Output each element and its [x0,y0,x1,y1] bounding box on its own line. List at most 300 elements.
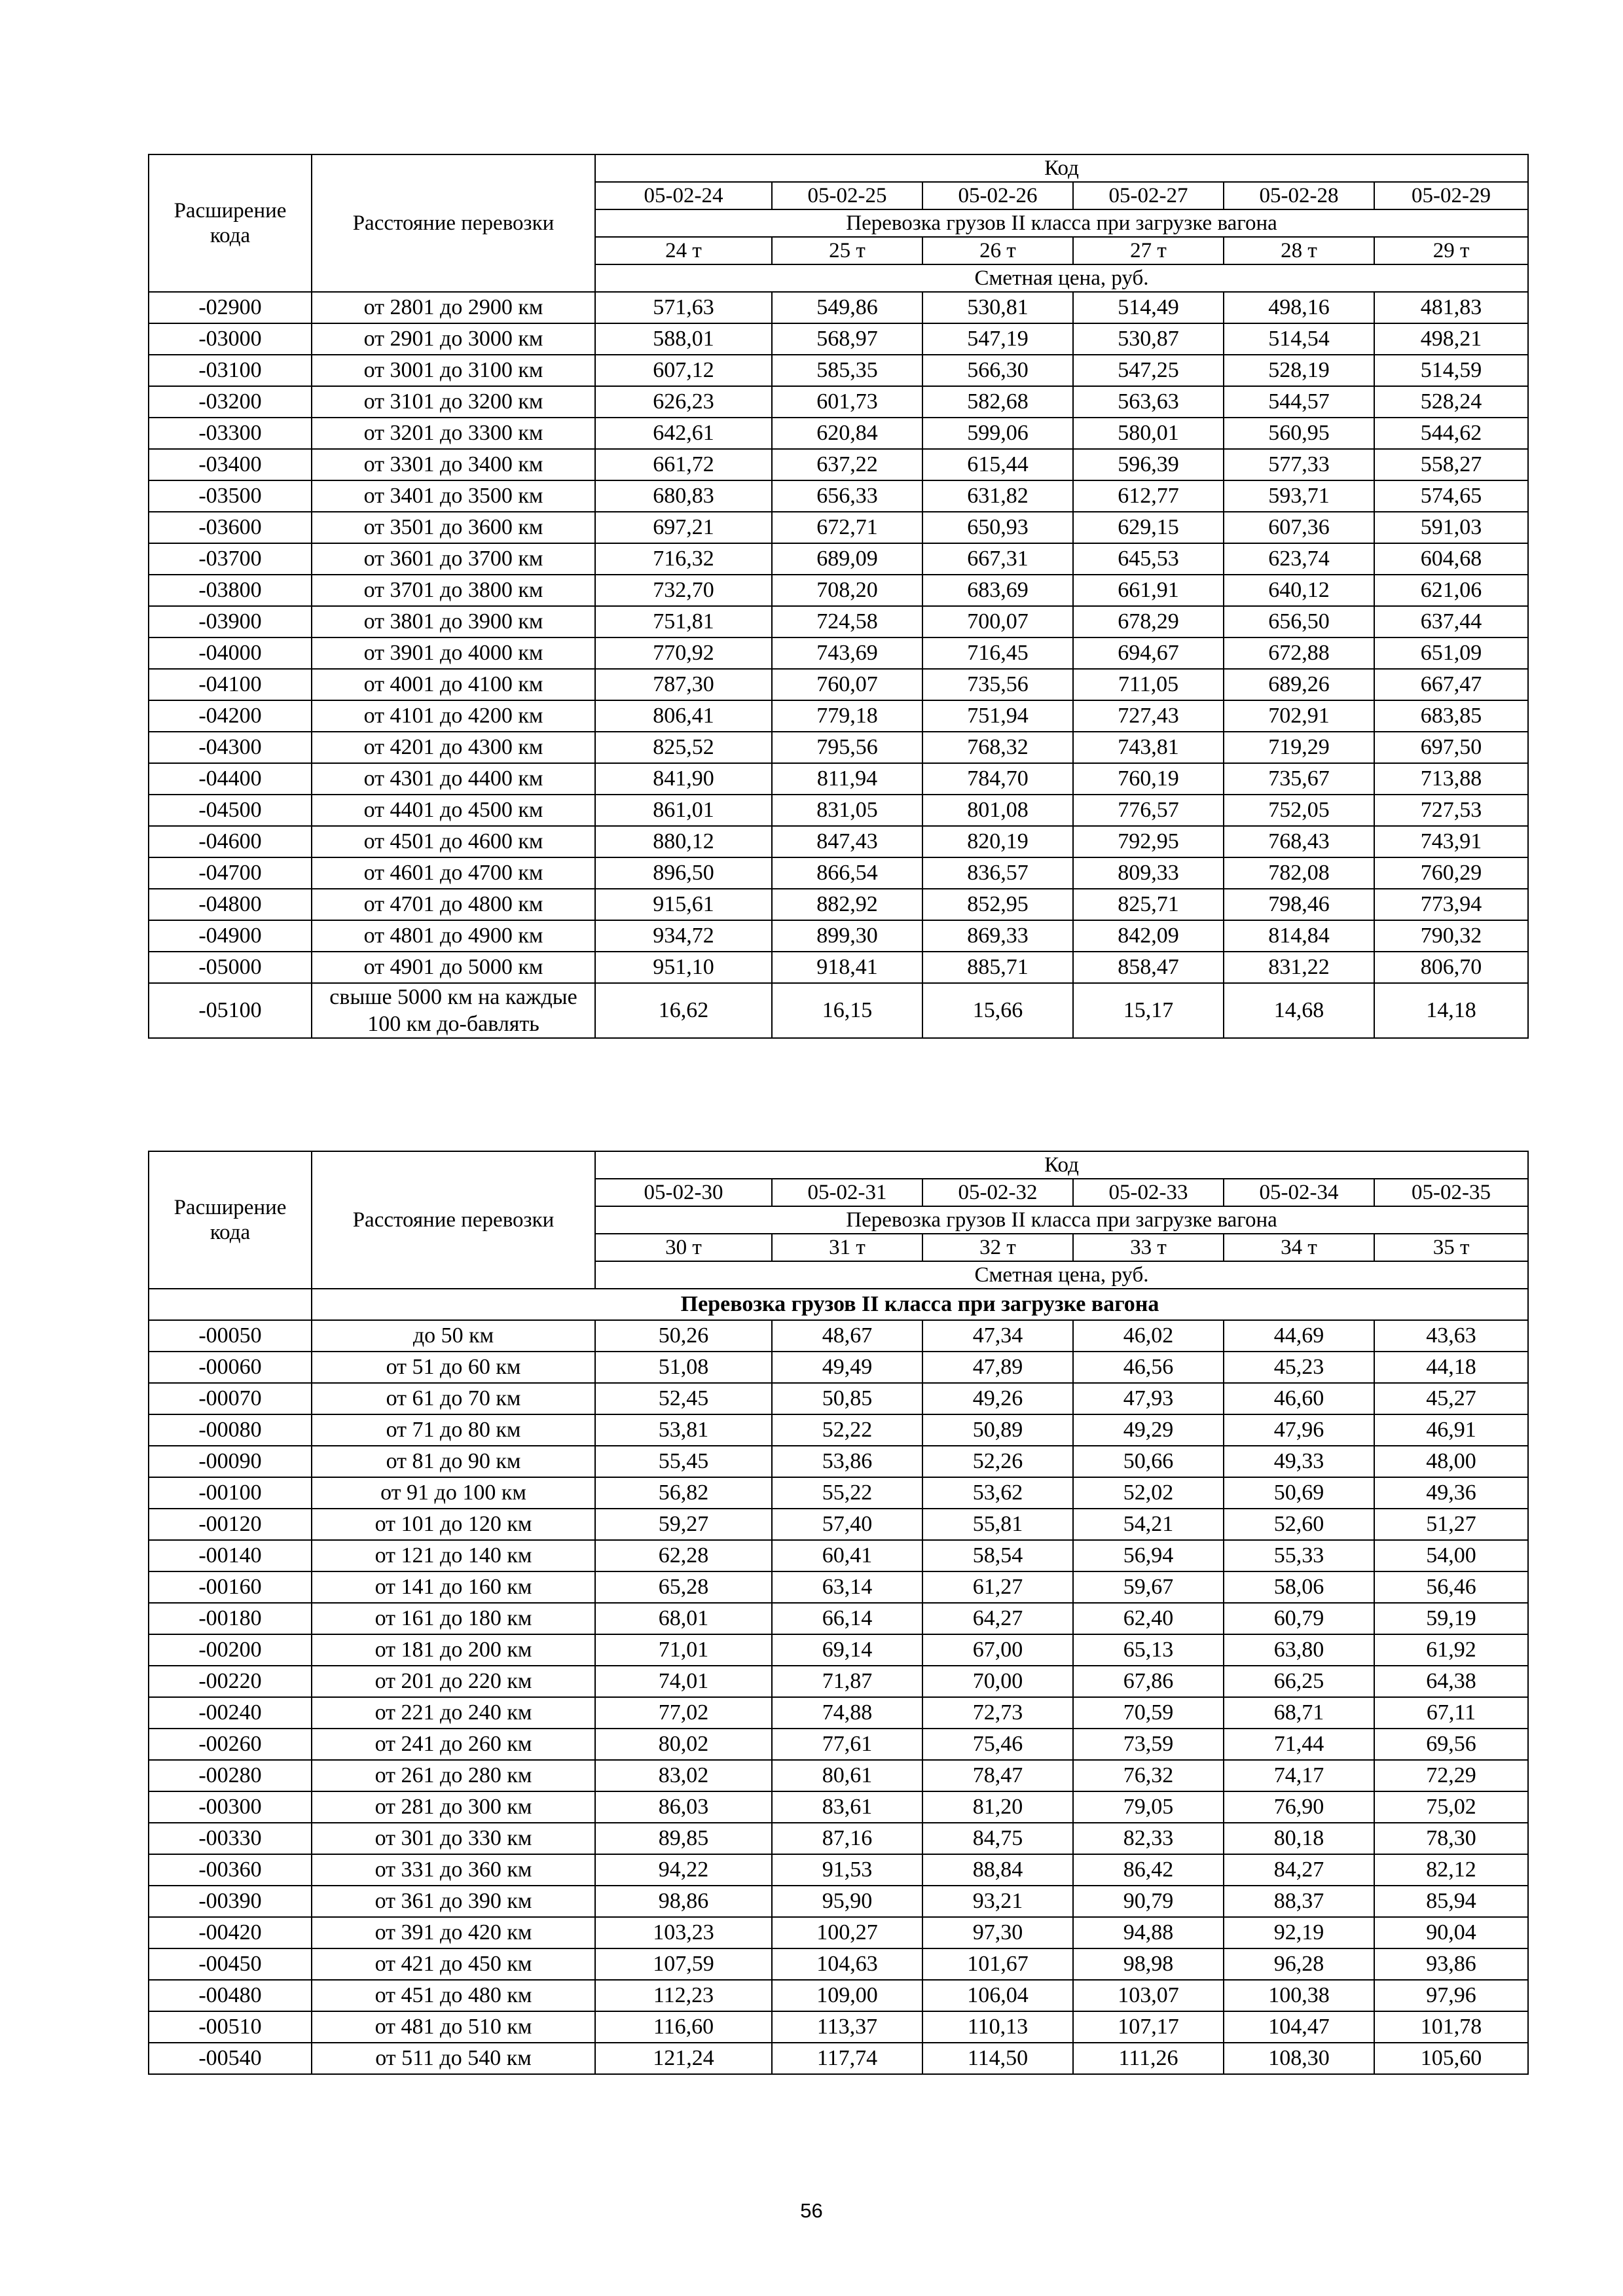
price-cell: 811,94 [772,763,922,795]
price-cell: 588,01 [595,323,772,355]
table-row [149,1697,1528,1729]
price-cell: 607,12 [595,355,772,386]
price-cell: 661,72 [595,449,772,480]
price-cell: 716,32 [595,543,772,575]
table-row [149,292,1528,323]
code-extension-cell: -04600 [149,826,312,857]
price-cell: 727,43 [1073,700,1224,732]
price-cell: 528,19 [1224,355,1374,386]
distance-cell: от 51 до 60 км [312,1352,595,1383]
code-cell: 05-02-34 [1224,1179,1374,1206]
price-cell: 16,15 [772,983,922,1038]
price-cell: 825,52 [595,732,772,763]
price-cell: 107,59 [595,1948,772,1980]
table-row [149,512,1528,543]
price-cell: 83,61 [772,1791,922,1823]
table-row [149,637,1528,669]
price-cell: 899,30 [772,920,922,952]
table-row [149,1791,1528,1823]
price-cell: 792,95 [1073,826,1224,857]
price-cell: 591,03 [1374,512,1528,543]
distance-cell: от 121 до 140 км [312,1540,595,1571]
price-cell: 80,02 [595,1729,772,1760]
price-cell: 47,96 [1224,1414,1374,1446]
price-cell: 45,27 [1374,1383,1528,1414]
price-cell: 806,41 [595,700,772,732]
code-cell: 05-02-29 [1374,182,1528,209]
price-cell: 101,78 [1374,2011,1528,2043]
table-row [149,983,1528,1038]
price-cell: 640,12 [1224,575,1374,606]
price-cell: 599,06 [922,418,1073,449]
price-cell: 55,81 [922,1509,1073,1540]
price-cell: 880,12 [595,826,772,857]
table-body [149,292,1528,1038]
price-cell: 121,24 [595,2043,772,2074]
price-cell: 577,33 [1224,449,1374,480]
price-cell: 43,63 [1374,1320,1528,1352]
table-row [149,700,1528,732]
table-row [149,1823,1528,1854]
price-cell: 67,11 [1374,1697,1528,1729]
table-row [149,732,1528,763]
price-cell: 645,53 [1073,543,1224,575]
kod-header: Код [595,154,1528,182]
price-cell: 63,80 [1224,1634,1374,1666]
price-cell: 57,40 [772,1509,922,1540]
price-cell: 760,07 [772,669,922,700]
price-cell: 82,12 [1374,1854,1528,1886]
distance-cell: от 4401 до 4500 км [312,795,595,826]
price-cell: 93,21 [922,1886,1073,1917]
price-cell: 62,40 [1073,1603,1224,1634]
code-extension-cell: -04200 [149,700,312,732]
price-cell: 86,03 [595,1791,772,1823]
price-cell: 46,02 [1073,1320,1224,1352]
price-cell: 64,38 [1374,1666,1528,1697]
code-extension-cell: -05100 [149,983,312,1038]
table-row [149,1886,1528,1917]
distance-cell: от 61 до 70 км [312,1383,595,1414]
code-extension-cell: -04300 [149,732,312,763]
price-cell: 72,73 [922,1697,1073,1729]
price-cell: 637,44 [1374,606,1528,637]
table-row [149,1571,1528,1603]
price-cell: 76,32 [1073,1760,1224,1791]
distance-cell: от 2901 до 3000 км [312,323,595,355]
distance-cell: от 3301 до 3400 км [312,449,595,480]
price-cell: 113,37 [772,2011,922,2043]
distance-cell: от 3601 до 3700 км [312,543,595,575]
price-cell: 798,46 [1224,889,1374,920]
price-cell: 61,27 [922,1571,1073,1603]
price-cell: 809,33 [1073,857,1224,889]
price-cell: 689,26 [1224,669,1374,700]
distance-cell: от 101 до 120 км [312,1509,595,1540]
price-cell: 46,91 [1374,1414,1528,1446]
distance-cell: от 241 до 260 км [312,1729,595,1760]
table-row [149,480,1528,512]
price-cell: 563,63 [1073,386,1224,418]
price-cell: 779,18 [772,700,922,732]
price-cell: 574,65 [1374,480,1528,512]
table-row [149,826,1528,857]
price-cell: 111,26 [1073,2043,1224,2074]
price-cell: 50,85 [772,1383,922,1414]
table-row [149,1414,1528,1446]
distance-cell: от 4901 до 5000 км [312,952,595,983]
code-extension-cell: -00480 [149,1980,312,2011]
code-extension-cell: -00120 [149,1509,312,1540]
price-cell: 528,24 [1374,386,1528,418]
price-cell: 667,31 [922,543,1073,575]
price-cell: 852,95 [922,889,1073,920]
price-cell: 116,60 [595,2011,772,2043]
price-cell: 47,34 [922,1320,1073,1352]
price-cell: 79,05 [1073,1791,1224,1823]
price-cell: 62,28 [595,1540,772,1571]
price-cell: 56,46 [1374,1571,1528,1603]
code-extension-cell: -03300 [149,418,312,449]
distance-cell: от 181 до 200 км [312,1634,595,1666]
code-cell: 05-02-30 [595,1179,772,1206]
distance-cell: от 481 до 510 км [312,2011,595,2043]
price-cell: 107,17 [1073,2011,1224,2043]
distance-header: Расстояние перевозки [312,1151,595,1289]
price-cell: 50,66 [1073,1446,1224,1477]
tonnage-cell: 28 т [1224,237,1374,264]
price-cell: 544,57 [1224,386,1374,418]
code-extension-cell: -03900 [149,606,312,637]
price-cell: 661,91 [1073,575,1224,606]
price-cell: 612,77 [1073,480,1224,512]
price-cell: 82,33 [1073,1823,1224,1854]
price-cell: 743,69 [772,637,922,669]
code-extension-cell: -04100 [149,669,312,700]
distance-cell: свыше 5000 км на каждые 100 км до-бавлять [312,983,595,1038]
code-extension-cell: -04500 [149,795,312,826]
tonnage-cell: 34 т [1224,1234,1374,1261]
table-row [149,857,1528,889]
price-cell: 689,09 [772,543,922,575]
distance-cell: от 4301 до 4400 км [312,763,595,795]
table-row [149,355,1528,386]
price-cell: 841,90 [595,763,772,795]
price-cell: 90,04 [1374,1917,1528,1948]
price-cell: 108,30 [1224,2043,1374,2074]
price-cell: 607,36 [1224,512,1374,543]
table-row [149,1320,1528,1352]
price-cell: 52,45 [595,1383,772,1414]
ext-header: Расширение кода [149,154,312,292]
price-cell: 94,22 [595,1854,772,1886]
price-cell: 60,79 [1224,1603,1374,1634]
price-cell: 80,61 [772,1760,922,1791]
price-cell: 773,94 [1374,889,1528,920]
price-cell: 752,05 [1224,795,1374,826]
price-cell: 896,50 [595,857,772,889]
price-cell: 61,92 [1374,1634,1528,1666]
code-extension-cell: -00540 [149,2043,312,2074]
price-cell: 56,82 [595,1477,772,1509]
distance-cell: от 301 до 330 км [312,1823,595,1854]
price-cell: 585,35 [772,355,922,386]
price-cell: 604,68 [1374,543,1528,575]
price-cell: 751,81 [595,606,772,637]
code-extension-cell: -00180 [149,1603,312,1634]
code-extension-cell: -04700 [149,857,312,889]
distance-cell: от 81 до 90 км [312,1446,595,1477]
price-cell: 84,75 [922,1823,1073,1854]
distance-cell: от 3801 до 3900 км [312,606,595,637]
code-extension-cell: -03400 [149,449,312,480]
price-cell: 918,41 [772,952,922,983]
price-cell: 77,02 [595,1697,772,1729]
price-cell: 51,08 [595,1352,772,1383]
price-cell: 53,86 [772,1446,922,1477]
price-cell: 15,17 [1073,983,1224,1038]
table-row [149,1352,1528,1383]
code-extension-cell: -00330 [149,1823,312,1854]
price-cell: 110,13 [922,2011,1073,2043]
cargo-header: Перевозка грузов II класса при загрузке вагона [595,1206,1528,1234]
price-cell: 530,87 [1073,323,1224,355]
code-extension-cell: -00160 [149,1571,312,1603]
table-row [149,2011,1528,2043]
page-number: 56 [800,2199,823,2222]
price-cell: 656,50 [1224,606,1374,637]
distance-cell: от 361 до 390 км [312,1886,595,1917]
distance-cell: от 4201 до 4300 км [312,732,595,763]
price-cell: 50,89 [922,1414,1073,1446]
price-cell: 885,71 [922,952,1073,983]
price-cell: 651,09 [1374,637,1528,669]
code-extension-cell: -00080 [149,1414,312,1446]
price-cell: 106,04 [922,1980,1073,2011]
price-cell: 49,36 [1374,1477,1528,1509]
price-cell: 498,16 [1224,292,1374,323]
code-cell: 05-02-28 [1224,182,1374,209]
distance-cell: от 161 до 180 км [312,1603,595,1634]
price-cell: 702,91 [1224,700,1374,732]
price-cell: 580,01 [1073,418,1224,449]
price-cell: 751,94 [922,700,1073,732]
price-cell: 814,84 [1224,920,1374,952]
price-cell: 67,86 [1073,1666,1224,1697]
distance-cell: от 4801 до 4900 км [312,920,595,952]
price-cell: 45,23 [1224,1352,1374,1383]
price-cell: 55,45 [595,1446,772,1477]
price-cell: 47,89 [922,1352,1073,1383]
table-row [149,889,1528,920]
price-cell: 882,92 [772,889,922,920]
tariff-table-1 [148,154,1529,1039]
price-cell: 48,67 [772,1320,922,1352]
price-cell: 58,06 [1224,1571,1374,1603]
table-row [149,386,1528,418]
table-row [149,1383,1528,1414]
price-cell: 14,18 [1374,983,1528,1038]
price-cell: 51,27 [1374,1509,1528,1540]
table-row [149,1917,1528,1948]
price-cell: 68,71 [1224,1697,1374,1729]
distance-cell: от 4501 до 4600 км [312,826,595,857]
distance-cell: от 2801 до 2900 км [312,292,595,323]
price-cell: 842,09 [1073,920,1224,952]
distance-cell: до 50 км [312,1320,595,1352]
table-row [149,920,1528,952]
price-cell: 768,43 [1224,826,1374,857]
distance-cell: от 451 до 480 км [312,1980,595,2011]
code-extension-cell: -00070 [149,1383,312,1414]
distance-cell: от 281 до 300 км [312,1791,595,1823]
price-cell: 784,70 [922,763,1073,795]
code-extension-cell: -00280 [149,1760,312,1791]
distance-cell: от 261 до 280 км [312,1760,595,1791]
price-cell: 46,56 [1073,1352,1224,1383]
table-header [149,1151,1528,1320]
section-spacer-cell [149,1289,312,1320]
price-cell: 801,08 [922,795,1073,826]
price-cell: 869,33 [922,920,1073,952]
price-cell: 96,28 [1224,1948,1374,1980]
distance-cell: от 3701 до 3800 км [312,575,595,606]
price-cell: 558,27 [1374,449,1528,480]
price-cell: 672,71 [772,512,922,543]
price-cell: 59,67 [1073,1571,1224,1603]
price-cell: 724,58 [772,606,922,637]
distance-cell: от 3501 до 3600 км [312,512,595,543]
price-cell: 678,29 [1073,606,1224,637]
code-extension-cell: -00450 [149,1948,312,1980]
code-cell: 05-02-31 [772,1179,922,1206]
code-extension-cell: -00060 [149,1352,312,1383]
code-cell: 05-02-25 [772,182,922,209]
table-row [149,1540,1528,1571]
table-row [149,1477,1528,1509]
price-cell: 90,79 [1073,1886,1224,1917]
code-extension-cell: -00220 [149,1666,312,1697]
price-cell: 91,53 [772,1854,922,1886]
price-cell: 76,90 [1224,1791,1374,1823]
price-cell: 97,30 [922,1917,1073,1948]
table-row [149,795,1528,826]
code-cell: 05-02-26 [922,182,1073,209]
price-cell: 825,71 [1073,889,1224,920]
price-cell: 104,63 [772,1948,922,1980]
kod-header: Код [595,1151,1528,1179]
price-cell: 951,10 [595,952,772,983]
price-cell: 650,93 [922,512,1073,543]
price-cell: 97,96 [1374,1980,1528,2011]
price-header: Сметная цена, руб. [595,1261,1528,1289]
table-row [149,418,1528,449]
price-cell: 547,19 [922,323,1073,355]
code-extension-cell: -02900 [149,292,312,323]
price-cell: 89,85 [595,1823,772,1854]
price-cell: 787,30 [595,669,772,700]
price-cell: 86,42 [1073,1854,1224,1886]
table-row [149,323,1528,355]
price-cell: 44,69 [1224,1320,1374,1352]
price-cell: 481,83 [1374,292,1528,323]
price-cell: 109,00 [772,1980,922,2011]
price-header: Сметная цена, руб. [595,264,1528,292]
code-extension-cell: -00510 [149,2011,312,2043]
distance-cell: от 3901 до 4000 км [312,637,595,669]
code-extension-cell: -03000 [149,323,312,355]
price-cell: 114,50 [922,2043,1073,2074]
code-extension-cell: -04000 [149,637,312,669]
code-cell: 05-02-24 [595,182,772,209]
price-cell: 72,29 [1374,1760,1528,1791]
price-cell: 67,00 [922,1634,1073,1666]
price-cell: 59,27 [595,1509,772,1540]
price-cell: 719,29 [1224,732,1374,763]
price-cell: 94,88 [1073,1917,1224,1948]
price-cell: 544,62 [1374,418,1528,449]
price-cell: 73,59 [1073,1729,1224,1760]
price-cell: 697,21 [595,512,772,543]
price-cell: 60,41 [772,1540,922,1571]
cargo-header: Перевозка грузов II класса при загрузке вагона [595,209,1528,237]
price-cell: 806,70 [1374,952,1528,983]
price-cell: 861,01 [595,795,772,826]
distance-cell: от 221 до 240 км [312,1697,595,1729]
price-cell: 708,20 [772,575,922,606]
tonnage-cell: 27 т [1073,237,1224,264]
tonnage-cell: 24 т [595,237,772,264]
tonnage-cell: 29 т [1374,237,1528,264]
distance-cell: от 91 до 100 км [312,1477,595,1509]
price-cell: 626,23 [595,386,772,418]
price-cell: 65,28 [595,1571,772,1603]
price-cell: 101,67 [922,1948,1073,1980]
price-cell: 100,27 [772,1917,922,1948]
ext-header: Расширение кода [149,1151,312,1289]
price-cell: 831,22 [1224,952,1374,983]
price-cell: 596,39 [1073,449,1224,480]
code-extension-cell: -00420 [149,1917,312,1948]
distance-cell: от 4001 до 4100 км [312,669,595,700]
code-extension-cell: -04400 [149,763,312,795]
price-cell: 65,13 [1073,1634,1224,1666]
price-cell: 694,67 [1073,637,1224,669]
price-cell: 49,26 [922,1383,1073,1414]
table-row [149,575,1528,606]
code-extension-cell: -03100 [149,355,312,386]
price-cell: 621,06 [1374,575,1528,606]
price-cell: 623,74 [1224,543,1374,575]
tonnage-cell: 30 т [595,1234,772,1261]
table-row [149,1980,1528,2011]
price-cell: 820,19 [922,826,1073,857]
distance-cell: от 4601 до 4700 км [312,857,595,889]
price-cell: 637,22 [772,449,922,480]
price-cell: 80,18 [1224,1823,1374,1854]
price-cell: 81,20 [922,1791,1073,1823]
price-cell: 629,15 [1073,512,1224,543]
price-cell: 56,94 [1073,1540,1224,1571]
code-extension-cell: -00100 [149,1477,312,1509]
price-cell: 66,25 [1224,1666,1374,1697]
distance-cell: от 4101 до 4200 км [312,700,595,732]
price-cell: 88,37 [1224,1886,1374,1917]
price-cell: 58,54 [922,1540,1073,1571]
price-cell: 836,57 [922,857,1073,889]
price-cell: 776,57 [1073,795,1224,826]
code-cell: 05-02-35 [1374,1179,1528,1206]
